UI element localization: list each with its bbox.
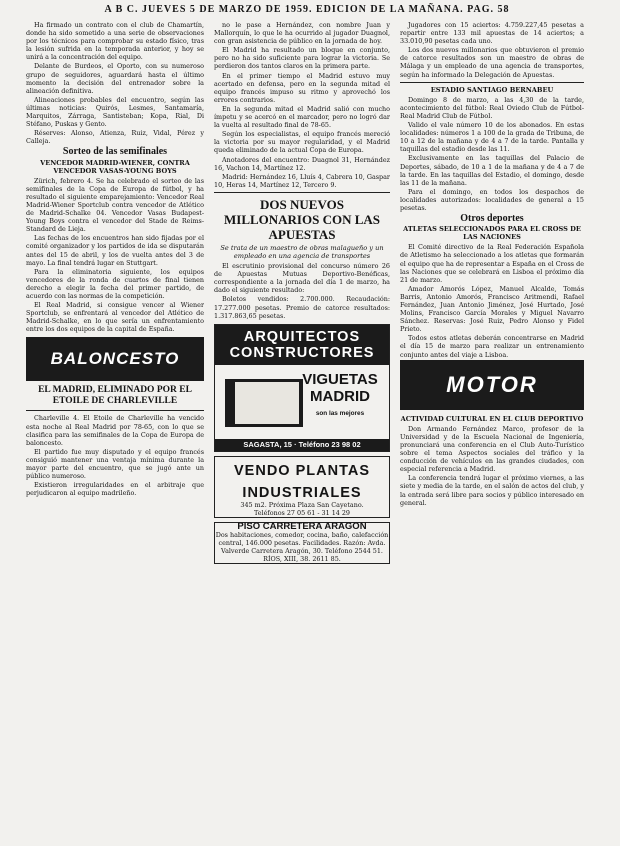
ad-tagline: son las mejores [315, 409, 365, 417]
subheading: ESTADIO SANTIAGO BERNABEU [430, 85, 554, 94]
article-headline: EL MADRID, ELIMINADO POR EL ETOILE DE CHARLEVILLE [38, 385, 192, 407]
paragraph: El escrutinio provisional del concurso número 26 de Apuestas Mutuas Deportivo-Benéficas, correspondiente a la jornada del día 1 de marzo, ha dado el siguiente resultado: [214, 262, 390, 295]
paragraph: El Madrid ha resultado un bloque en conjunto, pero no ha sido suficiente para lograr la victoria. Se perdieron dos tantos claros en la primera parte. [214, 46, 390, 71]
section-heading: Otros deportes [460, 213, 524, 225]
paragraph: Don Armando Fernández Marco, profesor de la Universidad y de la Escuela Nacional de Ingeniería, pronunciará una conferencia en el Club Auto-Turístico sobre el tema Aspectos sociales del tráfico y la conducción de vehículos en las grandes ciudades, con especial referencia a Madrid. [400, 424, 584, 474]
paragraph: Según los especialistas, el equipo francés mereció la victoria por su mayor regularidad, y el Madrid queda eliminado de la actual Copa de Europa. [214, 130, 390, 155]
divider [400, 82, 584, 83]
viguetas-advertisement [214, 324, 390, 452]
article-headline: ACTIVIDAD CULTURAL EN EL CLUB DEPORTIVO [400, 414, 584, 423]
column-3 [400, 21, 584, 839]
column-2 [214, 21, 390, 839]
paragraph: Madrid: Hernández 16, Lluís 4, Cabrera 10, Gaspar 10, Heras 14, Martínez 12, Tercero 9. [214, 172, 390, 189]
plants-advertisement [214, 456, 390, 518]
paragraph: Para la eliminatoria siguiente, los equipos vencedores de la ronda de cuartos de final tienen derecho a elegir la fecha del primer partido, de acuerdo con las normas de la competición. [26, 267, 204, 300]
paragraph: Todos estos atletas deberán concentrarse en Madrid el día 15 de marzo para realizar un entrenamiento conjunto antes del viaje a Lisboa. [400, 334, 584, 359]
divider [214, 192, 390, 193]
article-headline: DOS NUEVOS MILLONARIOS CON LAS APUESTAS [223, 196, 381, 242]
paragraph: Las fechas de los encuentros han sido fijadas por el comité organizador y los partidos de ida se disputarán antes del 15 de abril, y los de vuelta antes del 3 de mayo. La final tendrá lugar en Stuttgart. [26, 234, 204, 267]
paragraph: Existieron irregularidades en el arbitraje que perjudicaron al equipo madrileño. [26, 481, 204, 498]
paragraph: Boletos vendidos: 2.700.000. Recaudación: 17.277.000 pesetas. Premio de catorce resultados: 1.317.863,65 pesetas. [214, 295, 390, 320]
paragraph: Anotadores del encuentro: Duagnol 31, Hernández 16, Vachon 14, Martínez 12. [214, 155, 390, 172]
paragraph: Ha firmado un contrato con el club de Chamartín, donde ha sido sometido a una serie de observaciones por los técnicos para comprobar su estado físico, tras la lesión sufrida en la temporada anterior, y hoy se unirá a la concentración del equipo. [26, 21, 204, 62]
paragraph: Exclusivamente en las taquillas del Palacio de Deportes, sábado, de 10 a 1 de la mañana y de 4 a 7 de la tarde. En las taquillas del Estadio, el domingo, desde las 11 de la mañana. [400, 154, 584, 187]
subheading: ATLETAS SELECCIONADOS PARA EL CROSS DE LAS NACIONES [403, 225, 581, 242]
ad-text: 345 m2. Próxima Plaza San Cayetano. [240, 500, 364, 509]
paragraph: La conferencia tendrá lugar el próximo viernes, a las siete y media de la tarde, en el salón de actos del club, y la entrada será libre para socios y público interesado en general. [400, 474, 584, 507]
paragraph: Valido el vale número 10 de los abonados. En estas localidades: números 1 a 100 de la grada de Tribuna, de 10 a 12 de la mañana y de 4 a 7 de la tarde. Pantalla y taquillas del estadio desde las 11. [400, 121, 584, 154]
ad-header [215, 325, 389, 365]
paragraph: Alineaciones probables del encuentro, según las últimas noticias: Quirós, Lesmes, Santamaría, Marquitos, Zárraga, Santisteban; Kopa, Rial, Di Stéfano, Puskas y Gento. [26, 95, 204, 129]
ad-title-line: CONSTRUCTORES [229, 344, 375, 361]
paragraph: El partido fue muy disputado y el equipo francés consiguió mantener una ventaja mínima durante la mayor parte del encuentro, que se jugó ante un público numeroso. [26, 447, 204, 481]
page-header: A B C. JUEVES 5 DE MARZO DE 1959. EDICION DE LA MAÑANA. PAG. 58 [104, 4, 510, 15]
ad-title-line: ARQUITECTOS [243, 328, 361, 345]
ad-title: PISO CARRETERA ARAGON [237, 521, 367, 532]
ad-title-line: INDUSTRIALES [242, 484, 362, 501]
girder-illustration-icon [225, 379, 303, 427]
paragraph: Zürich, febrero 4. Se ha celebrado el sorteo de las semifinales de la Copa de Europa de fútbol, y ha resultado el siguiente emparejamiento: Vencedor Real Madrid-Wiener Sportclub contra vencedor de Atlético de Madrid-Schalke 04. Vencedor Vasas Budapest-Young Boys contra el vencedor del Stade de Reims-Standard de Lieja. [26, 176, 204, 234]
subheading: VENCEDOR MADRID-WIENER, CONTRA VENCEDOR VASAS-YOUNG BOYS [40, 158, 190, 175]
ad-title-line: VENDO PLANTAS [234, 462, 370, 479]
paragraph: El Real Madrid, si consigue vencer al Wiener Sportclub, se enfrentará al vencedor del Atlético de Madrid-Schalke, en lo que sería un enfrentamiento entre los dos equipos de la capital de España. [26, 301, 204, 334]
motor-section-banner: MOTOR [400, 360, 584, 410]
basketball-section-banner: BALONCESTO [26, 337, 204, 381]
paragraph: Amador Amorós López, Manuel Alcalde, Tomás Barris, Antonio Amorós, Francisco Aritmendi, Rafael Fernández, Juan Antonio Jiménez, José Hurtado, José Molins, Francisco García Morales y Miguel Navarro Sánchez. Reservas: José Ruiz, Pedro Alonso y Fidel Prieto. [400, 284, 584, 334]
paragraph: El Comité directivo de la Real Federación Española de Atletismo ha seleccionado a los atletas que formarán el equipo que ha de representar a España en el Cross de las Naciones que se celebrará en Lisboa el próximo día 21 de marzo. [400, 243, 584, 284]
paragraph: Réserves: Alonso, Atienza, Ruiz, Vidal, Pérez y Calleja. [26, 129, 204, 146]
section-heading: Sorteo de las semifinales [62, 146, 168, 158]
ad-body [215, 365, 389, 439]
ad-text: Dos habitaciones, comedor, cocina, baño, calefacción central, 146.000 pesetas. Facilidades. Razón: Avda. Valverde Carretera Aragón, 30. Teléfono 2544 51. RÍOS, XIII, 38. 2611 85. [215, 531, 389, 564]
ad-brand-line: VIGUETAS [302, 370, 378, 388]
paragraph: En la segunda mitad el Madrid salió con mucho ímpetu y se acercó en el marcador, pero no logró dar la vuelta al resultado final de 78-65. [214, 104, 390, 130]
column-1 [26, 21, 204, 839]
ad-brand [295, 371, 385, 422]
article-subheadline: Se trata de un maestro de obras malagueño y un empleado en una agencia de transportes [220, 243, 384, 260]
paragraph: Charleville 4. El Etoile de Charleville ha vencido esta noche al Real Madrid por 78-65, con lo que se clasifica para las semifinales de la Copa de Europa de baloncesto. [26, 414, 204, 447]
paragraph: Delante de Burdeos, el Oporto, con su numeroso grupo de seguidores, aguardará hasta el último momento la decisión del entrenador sobre la alineación definitiva. [26, 62, 204, 95]
ad-phone: Teléfonos 27 05 61 - 31 14 29 [254, 508, 350, 517]
paragraph: Domingo 8 de marzo, a las 4,30 de la tarde, acontecimiento del fútbol: Real Oviedo Club de Fútbol-Real Madrid Club de Fútbol. [400, 95, 584, 120]
paragraph: Para el domingo, en todos los despachos de localidades autorizados: localidades de general a 15 pesetas. [400, 187, 584, 212]
paragraph: En el primer tiempo el Madrid estuvo muy acertado en defensa, pero en la segunda mitad el equipo francés impuso su ritmo y aprovechó los errores contrarios. [214, 71, 390, 104]
paragraph: Los dos nuevos millonarios que obtuvieron el premio de catorce resultados son un maestro de obras de Málaga y un empleado de una agencia de transportes, según ha informado la Delegación de Apuestas. [400, 46, 584, 79]
paragraph: no le pase a Hernández, con nombre Juan y Mallorquín, lo que le ha ocurrido al jugador Duagnol, con gran asistencia de público en la jornada de hoy. [214, 21, 390, 46]
divider [26, 410, 204, 411]
ad-address: SAGASTA, 15 · Teléfono 23 98 02 [215, 439, 389, 451]
flat-advertisement [214, 522, 390, 564]
paragraph: Jugadores con 15 aciertos: 4.759.227,45 pesetas a repartir entre 133 mil apuestas de 14 aciertos; a 33.010,90 pesetas cada uno. [400, 21, 584, 46]
ad-brand-line: MADRID [310, 387, 370, 405]
